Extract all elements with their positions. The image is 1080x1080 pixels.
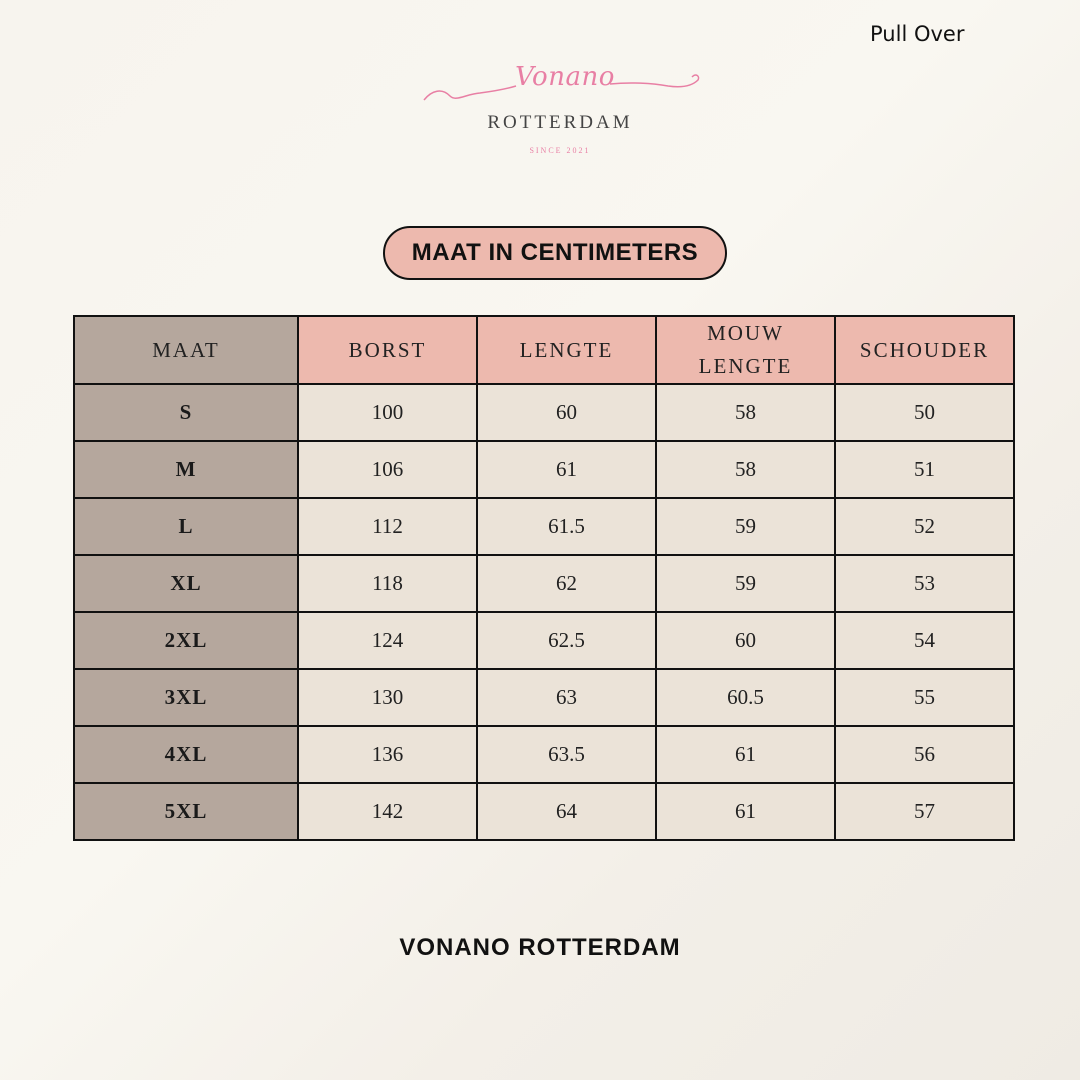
size-cell: 3XL bbox=[74, 669, 298, 726]
mouw-lengte-cell: 61 bbox=[656, 783, 835, 840]
borst-cell: 100 bbox=[298, 384, 477, 441]
lengte-cell: 63.5 bbox=[477, 726, 656, 783]
lengte-cell: 62.5 bbox=[477, 612, 656, 669]
size-table bbox=[73, 315, 1015, 841]
table-row bbox=[74, 726, 1014, 783]
table-row bbox=[74, 669, 1014, 726]
schouder-cell: 50 bbox=[835, 384, 1014, 441]
table-row bbox=[74, 612, 1014, 669]
lengte-cell: 64 bbox=[477, 783, 656, 840]
table-row bbox=[74, 384, 1014, 441]
lengte-cell: 61.5 bbox=[477, 498, 656, 555]
table-row bbox=[74, 498, 1014, 555]
borst-cell: 112 bbox=[298, 498, 477, 555]
schouder-cell: 56 bbox=[835, 726, 1014, 783]
brand-city: ROTTERDAM bbox=[487, 112, 633, 133]
borst-cell: 124 bbox=[298, 612, 477, 669]
table-row bbox=[74, 555, 1014, 612]
size-cell: 5XL bbox=[74, 783, 298, 840]
mouw-lengte-cell: 58 bbox=[656, 441, 835, 498]
lengte-cell: 60 bbox=[477, 384, 656, 441]
product-type-label: Pull Over bbox=[870, 22, 965, 46]
schouder-cell: 51 bbox=[835, 441, 1014, 498]
size-cell: XL bbox=[74, 555, 298, 612]
column-header-lengte: LENGTE bbox=[477, 316, 656, 384]
mouw-lengte-cell: 59 bbox=[656, 498, 835, 555]
lengte-cell: 61 bbox=[477, 441, 656, 498]
schouder-cell: 54 bbox=[835, 612, 1014, 669]
size-cell: 2XL bbox=[74, 612, 298, 669]
mouw-lengte-cell: 58 bbox=[656, 384, 835, 441]
borst-cell: 136 bbox=[298, 726, 477, 783]
mouw-lengte-cell: 60.5 bbox=[656, 669, 835, 726]
column-header-maat: MAAT bbox=[74, 316, 298, 384]
column-header-mouw-lengte: MOUW LENGTE bbox=[656, 316, 835, 384]
size-cell: M bbox=[74, 441, 298, 498]
size-heading: MAAT IN CENTIMETERS bbox=[383, 226, 727, 280]
borst-cell: 118 bbox=[298, 555, 477, 612]
table-header-row bbox=[74, 316, 1014, 384]
size-cell: L bbox=[74, 498, 298, 555]
mouw-lengte-cell: 59 bbox=[656, 555, 835, 612]
borst-cell: 130 bbox=[298, 669, 477, 726]
lengte-cell: 62 bbox=[477, 555, 656, 612]
table-row bbox=[74, 783, 1014, 840]
mouw-lengte-cell: 60 bbox=[656, 612, 835, 669]
brand-logo bbox=[420, 60, 704, 160]
lengte-cell: 63 bbox=[477, 669, 656, 726]
schouder-cell: 53 bbox=[835, 555, 1014, 612]
borst-cell: 106 bbox=[298, 441, 477, 498]
size-cell: S bbox=[74, 384, 298, 441]
borst-cell: 142 bbox=[298, 783, 477, 840]
table-row bbox=[74, 441, 1014, 498]
schouder-cell: 52 bbox=[835, 498, 1014, 555]
schouder-cell: 55 bbox=[835, 669, 1014, 726]
size-cell: 4XL bbox=[74, 726, 298, 783]
schouder-cell: 57 bbox=[835, 783, 1014, 840]
brand-script-name: Vonano bbox=[515, 62, 615, 92]
brand-since: SINCE 2021 bbox=[529, 146, 591, 155]
column-header-schouder: SCHOUDER bbox=[835, 316, 1014, 384]
footer-brand: VONANO ROTTERDAM bbox=[399, 934, 681, 961]
mouw-lengte-cell: 61 bbox=[656, 726, 835, 783]
column-header-borst: BORST bbox=[298, 316, 477, 384]
